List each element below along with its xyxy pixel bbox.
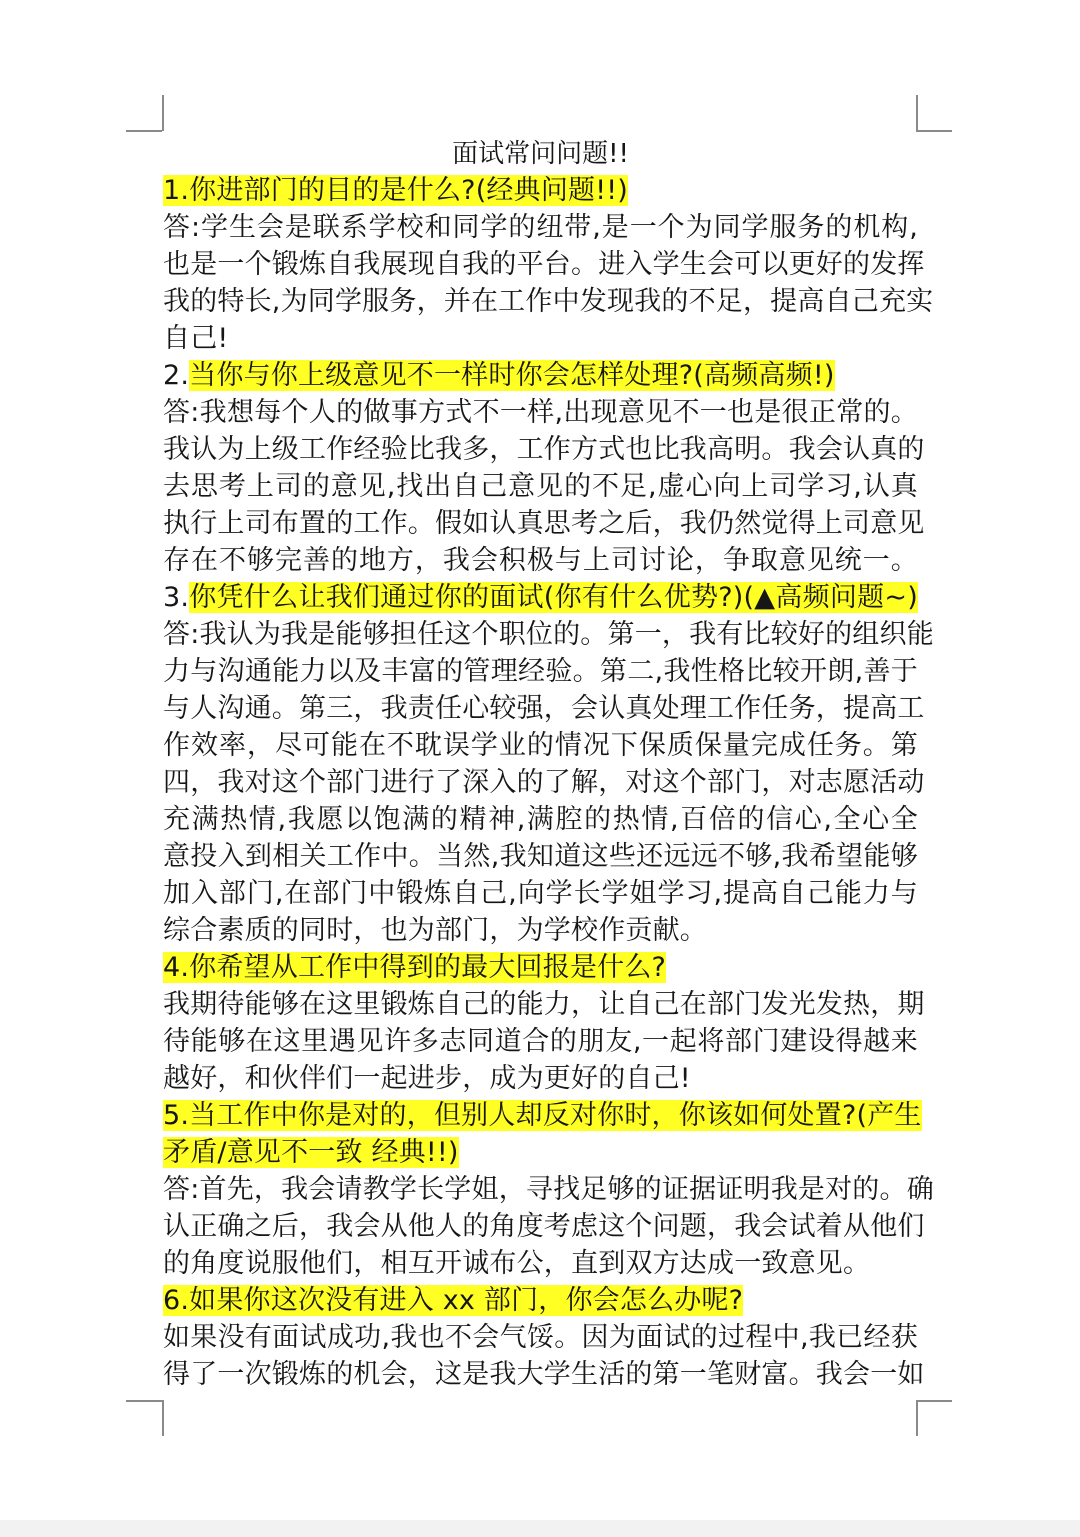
line-text: 加入部门,在部门中锻炼自己,向学长学姐学习,提高自己能力与 bbox=[163, 878, 918, 909]
text-line bbox=[163, 912, 918, 949]
text-line bbox=[163, 1023, 918, 1060]
text-line bbox=[163, 357, 918, 394]
text-line bbox=[163, 505, 925, 542]
text-line bbox=[163, 468, 918, 505]
highlighted-question: 你凭什么让我们通过你的面试(你有什么优势?)(▲高频问题~) bbox=[189, 582, 918, 613]
text-line bbox=[163, 1208, 925, 1245]
text-line bbox=[163, 394, 918, 431]
text-line bbox=[163, 949, 918, 986]
text-line bbox=[163, 727, 918, 764]
text-line bbox=[163, 283, 934, 320]
text-line bbox=[163, 1097, 922, 1134]
document-body bbox=[163, 136, 934, 1393]
line-text: 存在不够完善的地方，我会积极与上司讨论，争取意见统一。 bbox=[163, 545, 918, 576]
line-text: 答:首先，我会请教学长学姐，寻找足够的证据证明我是对的。确 bbox=[163, 1174, 934, 1205]
line-text: 去思考上司的意见,找出自己意见的不足,虚心向上司学习,认真 bbox=[163, 471, 918, 502]
document-lines bbox=[163, 172, 934, 1393]
text-line bbox=[163, 320, 918, 357]
line-text: 答:学生会是联系学校和同学的纽带,是一个为同学服务的机构, bbox=[163, 212, 918, 243]
text-line bbox=[163, 1060, 918, 1097]
text-line bbox=[163, 838, 918, 875]
text-line bbox=[163, 1356, 925, 1393]
line-text: 越好，和伙伴们一起进步，成为更好的自己! bbox=[163, 1063, 691, 1094]
text-line bbox=[163, 616, 934, 653]
highlighted-question: 矛盾/意见不一致 经典!!) bbox=[163, 1137, 459, 1168]
line-text: 作效率，尽可能在不耽误学业的情况下保质保量完成任务。第 bbox=[163, 730, 918, 761]
line-text: 如果没有面试成功,我也不会气馁。因为面试的过程中,我已经获 bbox=[163, 1322, 918, 1353]
document-title: 面试常问问题!! bbox=[452, 139, 629, 169]
text-line bbox=[163, 1245, 918, 1282]
text-line bbox=[163, 653, 918, 690]
line-text: 自己! bbox=[163, 323, 229, 354]
text-line bbox=[163, 764, 925, 801]
text-line bbox=[163, 431, 925, 468]
bottom-strip bbox=[0, 1520, 1080, 1537]
line-text: 我的特长,为同学服务，并在工作中发现我的不足，提高自己充实 bbox=[163, 286, 934, 317]
line-text: 执行上司布置的工作。假如认真思考之后，我仍然觉得上司意见 bbox=[163, 508, 925, 539]
line-text: 答:我想每个人的做事方式不一样,出现意见不一也是很正常的。 bbox=[163, 397, 918, 428]
text-line bbox=[163, 209, 918, 246]
line-text: 认正确之后，我会从他人的角度考虑这个问题，我会试着从他们 bbox=[163, 1211, 925, 1242]
line-text: 得了一次锻炼的机会，这是我大学生活的第一笔财富。我会一如 bbox=[163, 1359, 925, 1390]
line-text: 答:我认为我是能够担任这个职位的。第一，我有比较好的组织能 bbox=[163, 619, 934, 650]
line-text: 充满热情,我愿以饱满的精神,满腔的热情,百倍的信心,全心全 bbox=[163, 804, 918, 835]
text-line bbox=[163, 875, 918, 912]
text-line bbox=[163, 579, 918, 616]
text-line bbox=[163, 690, 925, 727]
line-text: 力与沟通能力以及丰富的管理经验。第二,我性格比较开朗,善于 bbox=[163, 656, 918, 687]
line-text: 与人沟通。第三，我责任心较强，会认真处理工作任务，提高工 bbox=[163, 693, 925, 724]
text-line bbox=[163, 801, 918, 838]
text-line bbox=[163, 1171, 934, 1208]
line-text: 四，我对这个部门进行了深入的了解，对这个部门，对志愿活动 bbox=[163, 767, 925, 798]
line-text: 3. bbox=[163, 582, 190, 613]
text-line bbox=[163, 1134, 918, 1171]
text-line bbox=[163, 1319, 918, 1356]
text-line bbox=[163, 1282, 918, 1319]
highlighted-question: 6.如果你这次没有进入 xx 部门，你会怎么办呢? bbox=[163, 1285, 744, 1316]
highlighted-question: 1.你进部门的目的是什么?(经典问题!!) bbox=[163, 175, 629, 206]
text-line bbox=[163, 986, 925, 1023]
line-text: 待能够在这里遇见许多志同道合的朋友,一起将部门建设得越来 bbox=[163, 1026, 918, 1057]
highlighted-question: 5.当工作中你是对的，但别人却反对你时，你该如何处置?(产生 bbox=[163, 1100, 922, 1131]
text-line bbox=[163, 246, 925, 283]
line-text: 也是一个锻炼自我展现自我的平台。进入学生会可以更好的发挥 bbox=[163, 249, 925, 280]
highlighted-question: 4.你希望从工作中得到的最大回报是什么? bbox=[163, 952, 667, 983]
line-text: 我期待能够在这里锻炼自己的能力，让自己在部门发光发热，期 bbox=[163, 989, 925, 1020]
line-text: 综合素质的同时，也为部门，为学校作贡献。 bbox=[163, 915, 707, 946]
text-line bbox=[163, 172, 918, 209]
line-text: 我认为上级工作经验比我多，工作方式也比我高明。我会认真的 bbox=[163, 434, 925, 465]
line-text: 意投入到相关工作中。当然,我知道这些还远远不够,我希望能够 bbox=[163, 841, 918, 872]
line-text: 2. bbox=[163, 360, 190, 391]
line-text: 的角度说服他们，相互开诚布公，直到双方达成一致意见。 bbox=[163, 1248, 871, 1279]
text-line bbox=[163, 542, 918, 579]
highlighted-question: 当你与你上级意见不一样时你会怎样处理?(高频高频!) bbox=[189, 360, 835, 391]
